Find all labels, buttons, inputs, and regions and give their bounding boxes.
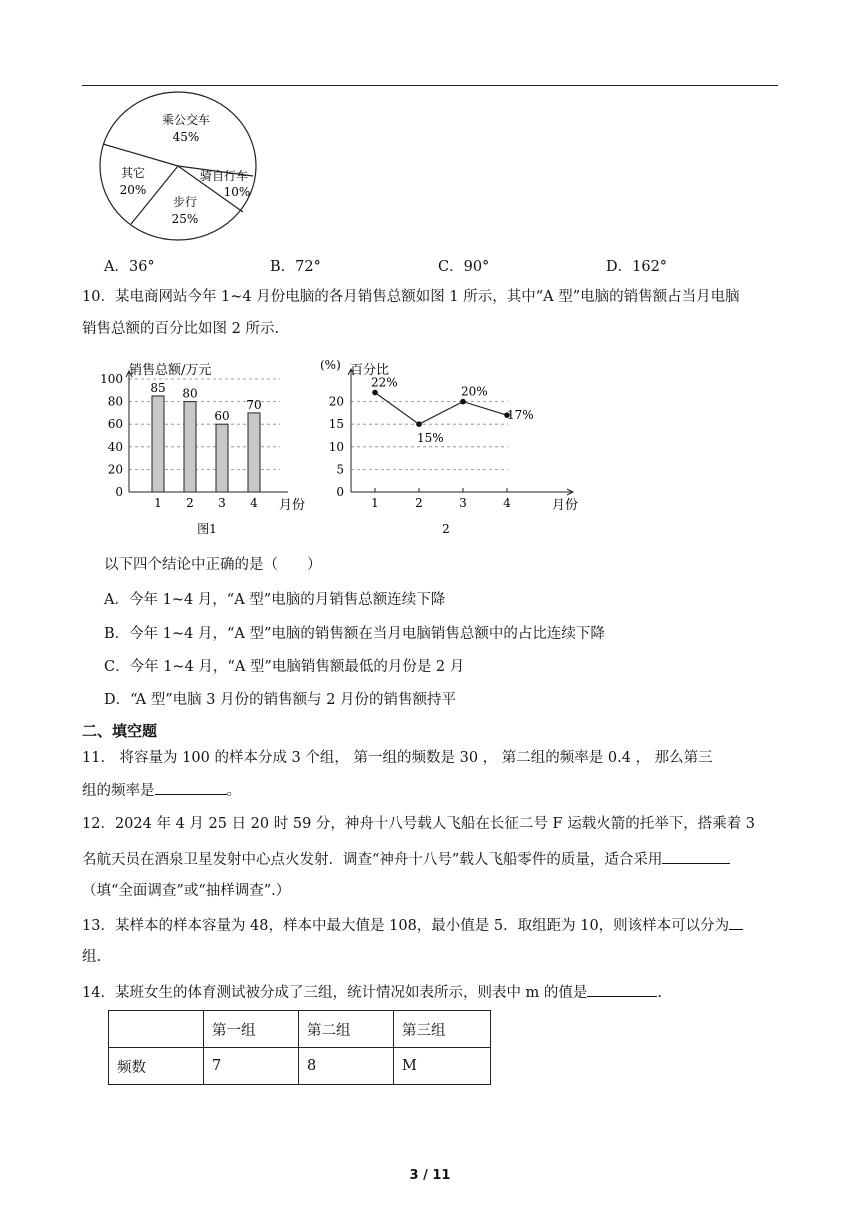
table-cell: M [394, 1048, 491, 1085]
table-cell: 频数 [109, 1048, 204, 1085]
q12-line3: （填“全面调查”或“抽样调查”.） [82, 883, 291, 899]
table-row [109, 1048, 491, 1085]
bar-chart-title: 销售总额/万元 [129, 363, 212, 378]
bar [184, 402, 196, 492]
line-chart-caption: 2 [442, 522, 450, 536]
q10-line2: 销售总额的百分比如图 2 所示. [82, 321, 280, 337]
y-tick-label: 10 [328, 439, 344, 454]
q14-line [82, 982, 662, 1003]
y-tick-label: 60 [107, 417, 123, 432]
bar-data-label: 85 [150, 380, 166, 395]
pie-pct-bus: 45% [172, 130, 200, 144]
table-cell: 7 [204, 1048, 299, 1085]
bar-data-label: 60 [214, 409, 230, 424]
q9-option-b: B．72° [270, 259, 321, 275]
table-header-cell: 第三组 [394, 1011, 491, 1048]
bar-chart-caption: 图1 [197, 522, 217, 536]
x-tick-label: 1 [154, 496, 162, 510]
q13-line1-text: 13．某样本的样本容量为 48，样本中最大值是 108，最小值是 5．取组距为 10，则该样本可以分为 [82, 918, 730, 934]
bar-data-label: 80 [182, 386, 198, 401]
bar-chart [95, 355, 310, 540]
q11-answer-blank[interactable] [155, 780, 227, 795]
x-tick-label: 1 [371, 496, 379, 510]
frequency-table [108, 1010, 491, 1085]
q9-option-a: A．36° [104, 259, 155, 275]
q11-line2-end: 。 [226, 783, 241, 799]
section-heading: 二、填空题 [82, 722, 158, 740]
data-point [372, 390, 378, 396]
q9-option-c: C．90° [438, 259, 490, 275]
y-tick-label: 20 [328, 394, 344, 409]
q14-text: 14．某班女生的体育测试被分成了三组，统计情况如表所示，则表中 m 的值是 [82, 985, 588, 1001]
x-tick-label: 2 [186, 496, 194, 510]
line-chart-unit: (%) [320, 358, 341, 372]
y-tick-label: 100 [100, 372, 123, 386]
y-tick-label: 0 [336, 485, 344, 499]
pie-chart [98, 88, 268, 248]
q10-option-d: D．“A 型”电脑 3 月份的销售额与 2 月份的销售额持平 [104, 692, 457, 708]
y-tick-label: 15 [328, 417, 344, 432]
q13-line2: 组. [82, 949, 102, 965]
table-header-cell: 第一组 [204, 1011, 299, 1048]
table-header-row [109, 1011, 491, 1048]
q12-line1: 12．2024 年 4 月 25 日 20 时 59 分，神舟十八号载人飞船在长征二号 F 运载火箭的托举下，搭乘着 3 [82, 816, 756, 832]
pie-label-bike: 骑自行车 [199, 169, 249, 183]
bar [216, 424, 228, 492]
y-tick-label: 20 [107, 462, 123, 477]
x-tick-label: 3 [218, 496, 226, 510]
q10-option-b: B．今年 1~4 月，“A 型”电脑的销售额在当月电脑销售总额中的占比连续下降 [104, 626, 605, 642]
q10-option-c: C．今年 1~4 月，“A 型”电脑销售额最低的月份是 2 月 [104, 659, 465, 675]
q12-line2 [82, 849, 730, 870]
q13-answer-blank[interactable] [729, 915, 743, 930]
x-tick-label: 2 [415, 496, 423, 510]
bar [248, 413, 260, 492]
data-point [416, 421, 422, 427]
page-number: 3 / 11 [409, 1168, 451, 1183]
x-tick-label: 4 [250, 496, 258, 510]
y-tick-label: 0 [115, 485, 123, 499]
y-tick-label: 5 [336, 462, 344, 477]
header-rule [82, 85, 778, 86]
line-chart [318, 355, 588, 540]
line-chart-title: 百分比 [350, 363, 390, 378]
q10-prompt: 以下四个结论中正确的是（ ） [104, 557, 322, 573]
pie-pct-other: 20% [119, 183, 147, 197]
q11-line2-text: 组的频率是 [82, 783, 155, 799]
pie-label-other: 其它 [120, 166, 146, 180]
pie-pct-bike: 10% [223, 185, 251, 199]
point-data-label: 15% [417, 431, 444, 446]
x-tick-label: 3 [459, 496, 467, 510]
line-chart-xlabel: 月份 [552, 498, 579, 513]
bar [152, 396, 164, 492]
table-cell: 8 [299, 1048, 394, 1085]
point-data-label: 22% [371, 375, 398, 390]
table-cell [109, 1011, 204, 1048]
q12-answer-blank[interactable] [662, 849, 730, 864]
bar-data-label: 70 [246, 397, 262, 412]
point-data-label: 17% [507, 408, 534, 423]
q13-line1 [82, 915, 743, 936]
x-tick-label: 4 [503, 496, 511, 510]
q10-option-a: A．今年 1~4 月，“A 型”电脑的月销售总额连续下降 [104, 592, 446, 608]
q10-line1: 10．某电商网站今年 1~4 月份电脑的各月销售总额如图 1 所示，其中“A 型”电脑的销售额占当月电脑 [82, 289, 740, 305]
bar-chart-xlabel: 月份 [279, 498, 306, 513]
pie-label-walk: 步行 [172, 195, 198, 209]
q11-line1: 11． 将容量为 100 的样本分成 3 个组， 第一组的频数是 30 ， 第二组的频率是 0.4 ， 那么第三 [82, 750, 713, 766]
q9-option-d: D．162° [606, 259, 668, 275]
data-point [460, 399, 466, 405]
y-tick-label: 80 [107, 394, 123, 409]
q14-answer-blank[interactable] [587, 982, 657, 997]
pie-label-bus: 乘公交车 [161, 113, 211, 127]
q12-line2-text: 名航天员在酒泉卫星发射中心点火发射．调查“神舟十八号”载人飞船零件的质量，适合采用 [82, 852, 663, 868]
table-header-cell: 第二组 [299, 1011, 394, 1048]
point-data-label: 20% [461, 384, 488, 399]
q11-line2 [82, 780, 241, 801]
pie-pct-walk: 25% [171, 212, 199, 226]
y-tick-label: 40 [107, 439, 123, 454]
q14-end: . [657, 985, 663, 1001]
